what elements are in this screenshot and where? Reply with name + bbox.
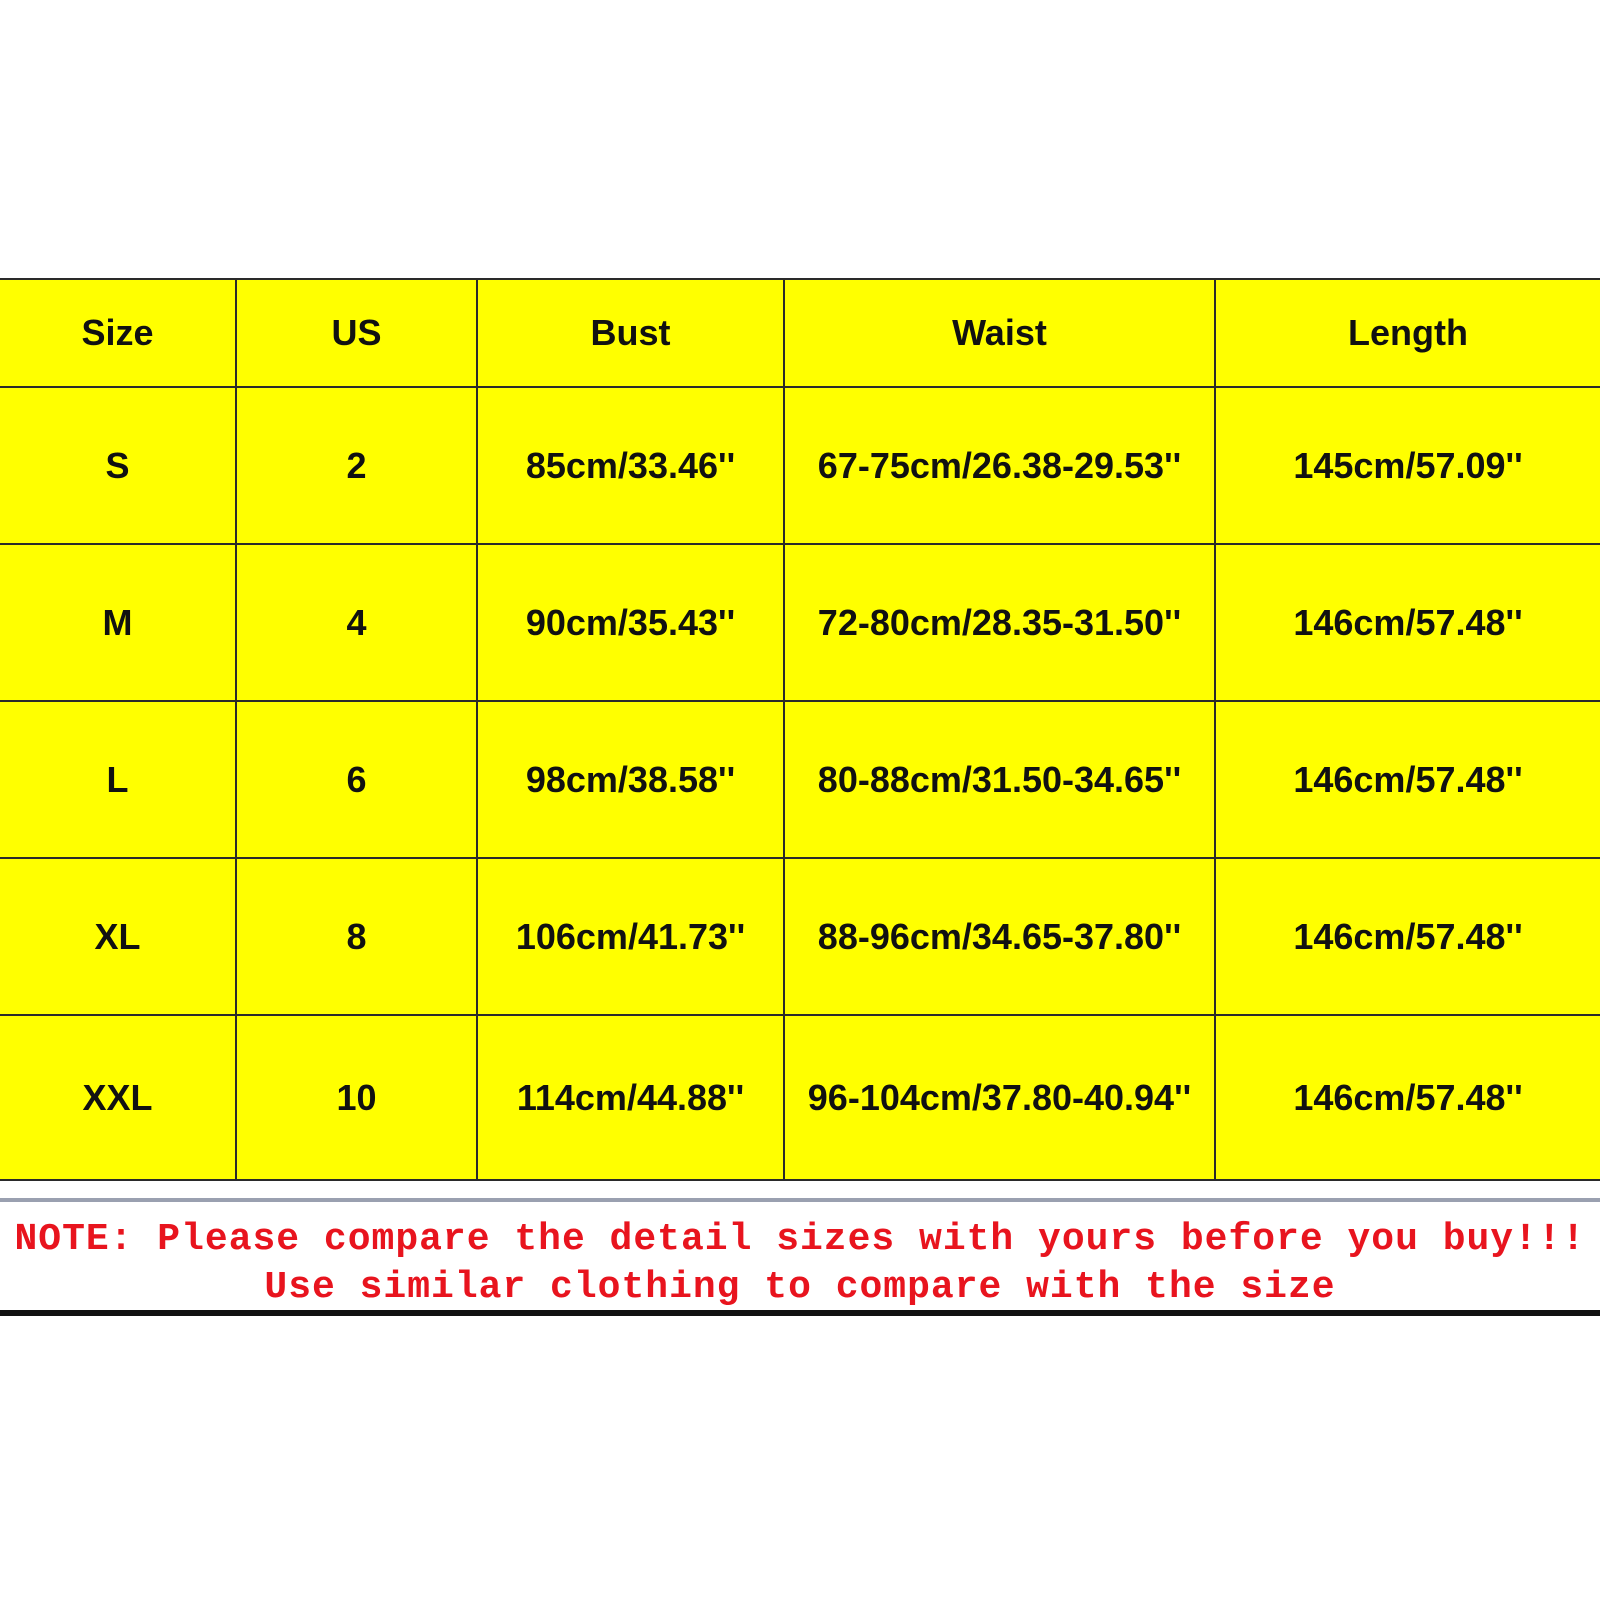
cell-size: L xyxy=(0,701,236,858)
cell-us: 8 xyxy=(236,858,477,1015)
cell-bust: 85cm/33.46'' xyxy=(477,387,784,544)
cell-us: 2 xyxy=(236,387,477,544)
note-line-1: NOTE: Please compare the detail sizes with yours before you buy!!! xyxy=(14,1218,1586,1261)
cell-us: 6 xyxy=(236,701,477,858)
cell-waist: 72-80cm/28.35-31.50'' xyxy=(784,544,1215,701)
table-row xyxy=(0,387,1600,544)
note-box xyxy=(0,1198,1600,1316)
cell-length: 146cm/57.48'' xyxy=(1215,1015,1600,1180)
table-row xyxy=(0,858,1600,1015)
cell-bust: 90cm/35.43'' xyxy=(477,544,784,701)
size-table xyxy=(0,278,1600,1181)
header-length: Length xyxy=(1215,279,1600,387)
cell-waist: 96-104cm/37.80-40.94'' xyxy=(784,1015,1215,1180)
cell-size: M xyxy=(0,544,236,701)
table-row xyxy=(0,1015,1600,1180)
table-row xyxy=(0,544,1600,701)
header-us: US xyxy=(236,279,477,387)
cell-length: 145cm/57.09'' xyxy=(1215,387,1600,544)
cell-waist: 67-75cm/26.38-29.53'' xyxy=(784,387,1215,544)
cell-waist: 80-88cm/31.50-34.65'' xyxy=(784,701,1215,858)
cell-length: 146cm/57.48'' xyxy=(1215,701,1600,858)
cell-waist: 88-96cm/34.65-37.80'' xyxy=(784,858,1215,1015)
note-line-2: Use similar clothing to compare with the size xyxy=(264,1266,1336,1309)
cell-us: 10 xyxy=(236,1015,477,1180)
cell-length: 146cm/57.48'' xyxy=(1215,544,1600,701)
header-bust: Bust xyxy=(477,279,784,387)
header-size: Size xyxy=(0,279,236,387)
header-waist: Waist xyxy=(784,279,1215,387)
cell-bust: 114cm/44.88'' xyxy=(477,1015,784,1180)
cell-bust: 98cm/38.58'' xyxy=(477,701,784,858)
cell-us: 4 xyxy=(236,544,477,701)
table-row xyxy=(0,701,1600,858)
cell-size: S xyxy=(0,387,236,544)
cell-size: XXL xyxy=(0,1015,236,1180)
cell-bust: 106cm/41.73'' xyxy=(477,858,784,1015)
header-row xyxy=(0,279,1600,387)
cell-size: XL xyxy=(0,858,236,1015)
cell-length: 146cm/57.48'' xyxy=(1215,858,1600,1015)
size-chart xyxy=(0,278,1600,1181)
